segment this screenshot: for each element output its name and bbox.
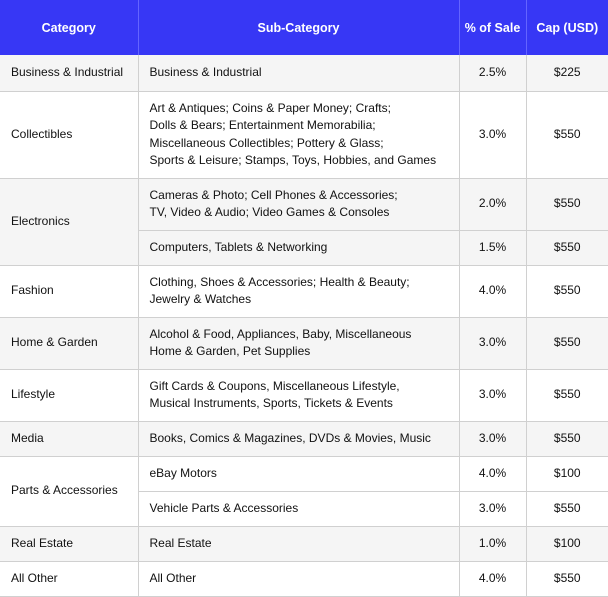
subcategory-line: Jewelry & Watches [149, 292, 252, 306]
category-cell: Business & Industrial [0, 55, 138, 91]
table-row [0, 317, 608, 369]
table-row [0, 55, 608, 91]
cap-cell: $550 [526, 178, 608, 230]
header-subcategory: Sub-Category [138, 0, 459, 55]
category-cell: Home & Garden [0, 317, 138, 369]
table-row [0, 265, 608, 317]
subcategory-cell [138, 55, 459, 91]
percent-cell: 3.0% [459, 421, 526, 456]
subcategory-line: Sports & Leisure; Stamps, Toys, Hobbies, and Games [149, 153, 437, 167]
category-cell: Parts & Accessories [0, 456, 138, 526]
subcategory-line: Dolls & Bears; Entertainment Memorabilia; [149, 118, 376, 132]
percent-cell: 3.0% [459, 317, 526, 369]
table-row [0, 369, 608, 421]
table-row [0, 178, 608, 230]
cap-cell: $550 [526, 230, 608, 265]
subcategory-line: eBay Motors [149, 465, 217, 480]
category-cell: Electronics [0, 178, 138, 265]
subcategory-line: Cameras & Photo; Cell Phones & Accessories; [149, 187, 398, 202]
subcategory-cell [138, 369, 459, 421]
percent-cell: 4.0% [459, 265, 526, 317]
category-cell: Lifestyle [0, 369, 138, 421]
header-percent: % of Sale [459, 0, 526, 55]
subcategory-cell [138, 265, 459, 317]
category-cell: All Other [0, 561, 138, 596]
table-row [0, 561, 608, 596]
cap-cell: $550 [526, 561, 608, 596]
subcategory-cell [138, 561, 459, 596]
cap-cell: $550 [526, 317, 608, 369]
subcategory-line: Real Estate [149, 535, 212, 550]
category-cell: Collectibles [0, 91, 138, 178]
subcategory-cell [138, 526, 459, 561]
category-cell: Fashion [0, 265, 138, 317]
percent-cell: 2.0% [459, 178, 526, 230]
percent-cell: 3.0% [459, 369, 526, 421]
table-row [0, 456, 608, 491]
subcategory-line: All Other [149, 570, 197, 585]
subcategory-line: Art & Antiques; Coins & Paper Money; Crafts; [149, 100, 391, 115]
subcategory-cell [138, 317, 459, 369]
subcategory-cell [138, 178, 459, 230]
cap-cell: $550 [526, 491, 608, 526]
subcategory-line: Alcohol & Food, Appliances, Baby, Miscellaneous [149, 326, 412, 341]
cap-cell: $550 [526, 369, 608, 421]
subcategory-line: Gift Cards & Coupons, Miscellaneous Lifestyle, [149, 378, 400, 393]
subcategory-cell [138, 491, 459, 526]
table-row [0, 526, 608, 561]
subcategory-line: Musical Instruments, Sports, Tickets & Events [149, 396, 393, 410]
subcategory-line: Clothing, Shoes & Accessories; Health & Beauty; [149, 274, 410, 289]
cap-cell: $225 [526, 55, 608, 91]
cap-cell: $550 [526, 265, 608, 317]
percent-cell: 4.0% [459, 561, 526, 596]
subcategory-line: Computers, Tablets & Networking [149, 239, 328, 254]
percent-cell: 2.5% [459, 55, 526, 91]
subcategory-cell [138, 230, 459, 265]
header-row [0, 0, 608, 55]
subcategory-cell [138, 91, 459, 178]
percent-cell: 1.5% [459, 230, 526, 265]
category-cell: Real Estate [0, 526, 138, 561]
subcategory-line: Business & Industrial [149, 65, 262, 79]
subcategory-line: Home & Garden, Pet Supplies [149, 344, 311, 358]
percent-cell: 3.0% [459, 91, 526, 178]
table-row [0, 91, 608, 178]
cap-cell: $550 [526, 91, 608, 178]
table-row [0, 421, 608, 456]
subcategory-line: Miscellaneous Collectibles; Pottery & Glass; [149, 135, 384, 150]
subcategory-cell [138, 456, 459, 491]
subcategory-cell [138, 421, 459, 456]
category-cell: Media [0, 421, 138, 456]
cap-cell: $100 [526, 456, 608, 491]
cap-cell: $550 [526, 421, 608, 456]
subcategory-line: TV, Video & Audio; Video Games & Consoles [149, 205, 390, 219]
cap-cell: $100 [526, 526, 608, 561]
percent-cell: 1.0% [459, 526, 526, 561]
subcategory-line: Vehicle Parts & Accessories [149, 500, 299, 515]
header-category: Category [0, 0, 138, 55]
percent-cell: 4.0% [459, 456, 526, 491]
header-cap: Cap (USD) [526, 0, 608, 55]
percent-cell: 3.0% [459, 491, 526, 526]
subcategory-line: Books, Comics & Magazines, DVDs & Movies, Music [149, 430, 431, 445]
